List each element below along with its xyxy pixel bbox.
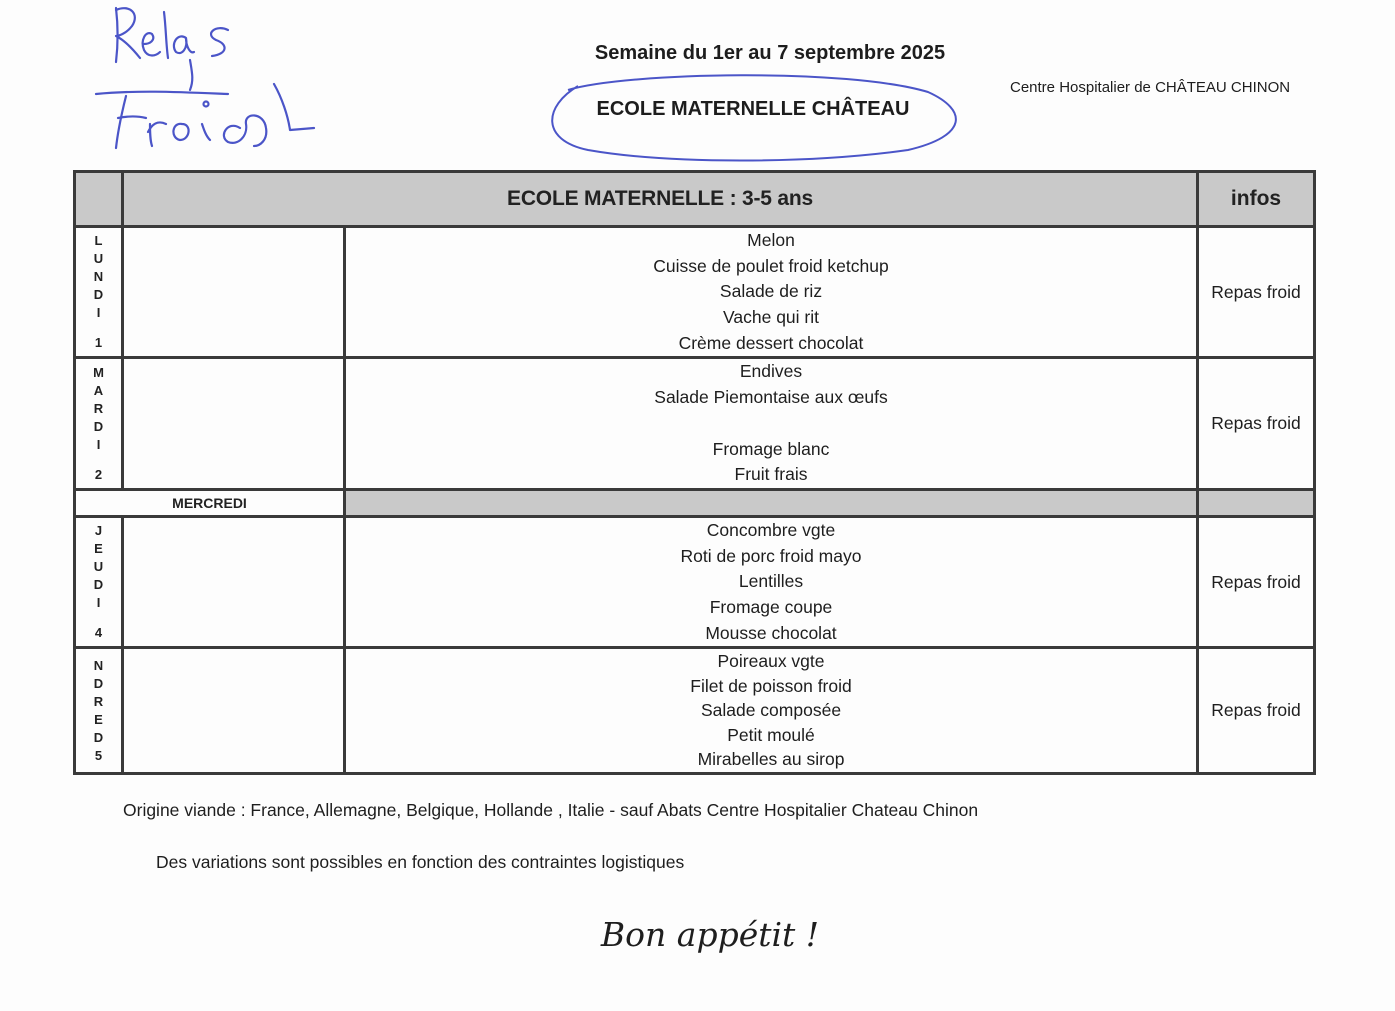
day-row-tuesday	[75, 358, 1315, 489]
dish: Fromage blanc	[712, 438, 830, 459]
day-label-tuesday: M A R D I 2	[75, 358, 123, 489]
wednesday-info	[1198, 489, 1315, 516]
dish: Salade composée	[700, 700, 842, 721]
day-label-thursday: J E U D I 4	[75, 516, 123, 647]
info-friday: Repas froid	[1198, 648, 1315, 774]
info-monday: Repas froid	[1198, 227, 1315, 358]
dish: Lentilles	[738, 571, 804, 592]
dish: Poireaux vgte	[717, 651, 825, 672]
meat-origin-note: Origine viande : France, Allemagne, Belgique, Hollande , Italie - sauf Abats Centre Hospitalier Chateau Chinon	[123, 800, 979, 820]
closing-text: Bon appétit !	[600, 915, 820, 954]
dish: Petit moulé	[727, 724, 815, 745]
wednesday-label: MERCREDI	[75, 489, 345, 516]
dish: Roti de porc froid mayo	[680, 545, 862, 566]
dishes-monday	[345, 227, 1198, 358]
dish: Endives	[739, 361, 803, 382]
dish: Fromage coupe	[709, 596, 833, 617]
hospital-name: Centre Hospitalier de CHÂTEAU CHINON	[1010, 79, 1291, 96]
dish: Concombre vgte	[706, 519, 836, 540]
day-row-friday	[75, 648, 1315, 774]
day-label-monday: L U N D I 1	[75, 227, 123, 358]
empty-cell	[123, 358, 345, 489]
school-name-circled	[548, 70, 966, 162]
dish: Filet de poisson froid	[690, 675, 852, 696]
dish	[346, 411, 1196, 437]
table-title: ECOLE MATERNELLE : 3-5 ans	[123, 172, 1198, 227]
menu-table	[73, 170, 1316, 775]
table-header-row	[75, 172, 1315, 227]
day-row-wednesday	[75, 489, 1315, 516]
dishes-friday	[345, 648, 1198, 774]
day-label-friday: N D R E D 5	[75, 648, 123, 774]
dishes-tuesday	[345, 358, 1198, 489]
dish: Salade de riz	[719, 281, 823, 302]
school-name: ECOLE MATERNELLE CHÂTEAU	[596, 98, 910, 120]
empty-cell	[123, 648, 345, 774]
dish: Crème dessert chocolat	[678, 332, 864, 353]
dish: Cuisse de poulet froid ketchup	[653, 255, 889, 276]
empty-cell	[123, 516, 345, 647]
empty-cell	[123, 227, 345, 358]
dish: Fruit frais	[734, 464, 808, 485]
week-title: Semaine du 1er au 7 septembre 2025	[594, 42, 946, 64]
day-row-monday	[75, 227, 1315, 358]
dish: Mousse chocolat	[705, 622, 837, 643]
infos-header: infos	[1198, 172, 1315, 227]
dish: Mirabelles au sirop	[697, 749, 845, 770]
wednesday-closed	[345, 489, 1198, 516]
dish: Melon	[747, 230, 795, 250]
day-row-thursday	[75, 516, 1315, 647]
info-thursday: Repas froid	[1198, 516, 1315, 647]
dish: Salade Piemontaise aux œufs	[654, 387, 888, 408]
header-corner	[75, 172, 123, 227]
dishes-thursday	[345, 516, 1198, 647]
info-tuesday: Repas froid	[1198, 358, 1315, 489]
variation-note: Des variations sont possibles en fonction des contraintes logistiques	[156, 852, 685, 872]
dish: Vache qui rit	[723, 307, 819, 328]
